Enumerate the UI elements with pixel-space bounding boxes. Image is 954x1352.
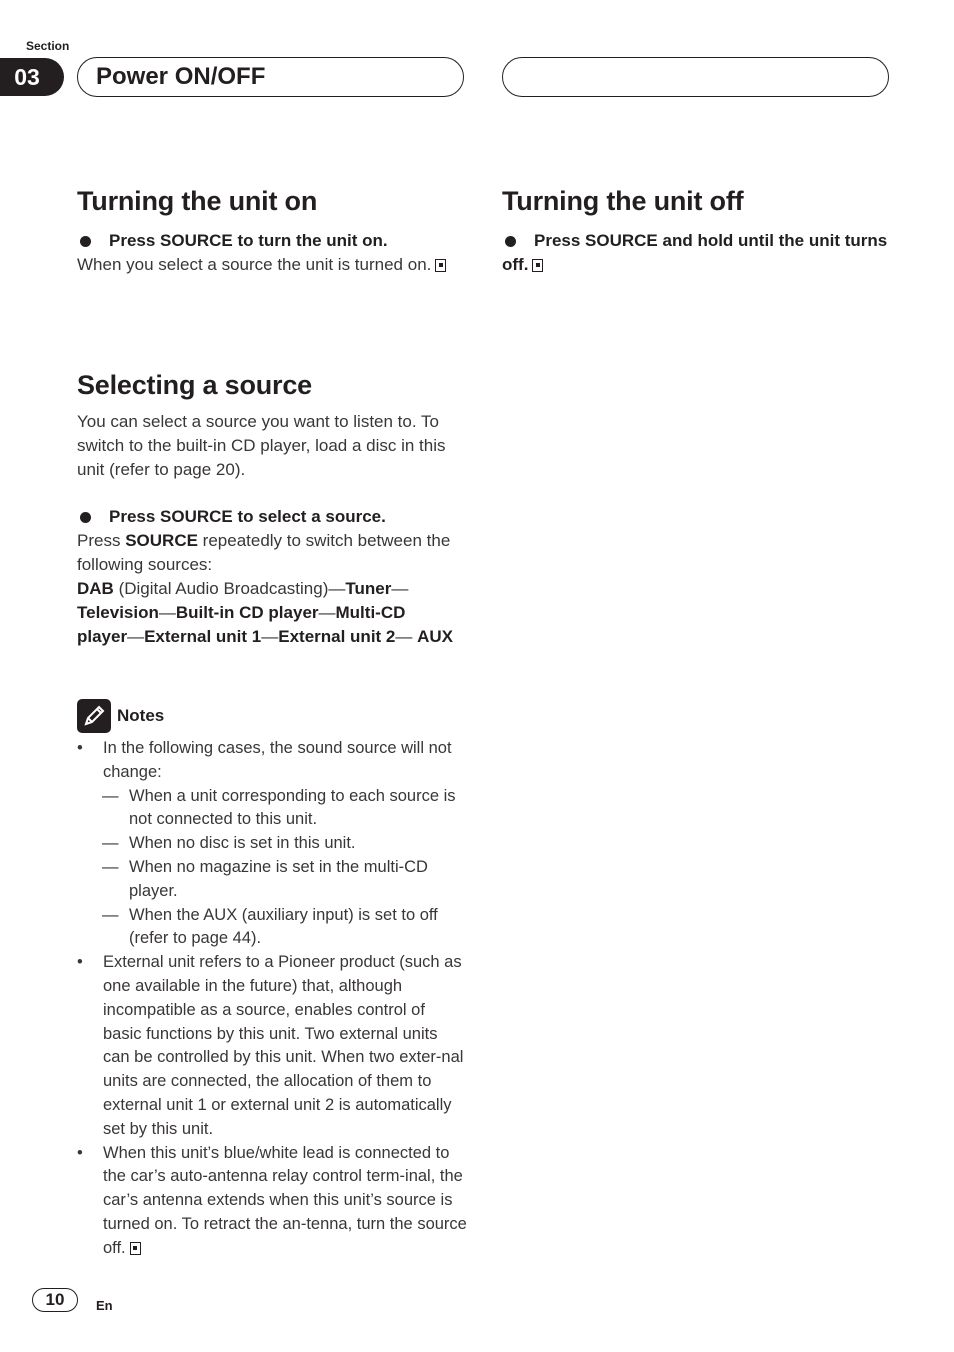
section-label: Section (26, 39, 70, 53)
notes-label: Notes (117, 706, 165, 725)
notes-list (77, 737, 467, 1261)
note-subitem: — When no disc is set in this unit. (102, 834, 356, 853)
bullet-dot-icon (80, 236, 91, 247)
turning-on-section (77, 229, 467, 277)
end-mark-icon (532, 259, 543, 272)
notes-header (77, 699, 164, 733)
bullet-dot-icon (80, 512, 91, 523)
turning-off-heading: Turning the unit off (502, 186, 744, 216)
turning-off-step: Press SOURCE and hold until the unit turns off. (502, 231, 888, 274)
end-mark-icon (130, 1242, 141, 1255)
empty-title-box (502, 57, 889, 97)
selecting-step: Press SOURCE to select a source. (77, 505, 462, 529)
page-number: 10 (32, 1288, 78, 1312)
selecting-heading: Selecting a source (77, 370, 312, 400)
note-item: • In the following cases, the sound source will not change: (77, 739, 452, 781)
bullet-icon: • (77, 739, 83, 757)
bullet-icon: • (77, 953, 83, 972)
note-subitem: — When the AUX (auxiliary input) is set to off (refer to page 44). (102, 905, 438, 948)
pencil-icon (77, 699, 111, 733)
bullet-dot-icon (505, 236, 516, 247)
section-title-box (77, 57, 464, 97)
turning-on-step: Press SOURCE to turn the unit on. (77, 229, 467, 253)
bullet-icon: • (77, 1143, 83, 1162)
turning-off-section (502, 229, 892, 277)
language-code: En (96, 1298, 113, 1313)
section-title: Power ON/OFF (96, 63, 266, 90)
note-subitem: — When a unit corresponding to each source is not connected to this unit. (102, 786, 456, 829)
note-item: • When this unit’s blue/white lead is connected to the car’s auto-antenna relay control term-inal, the car’s antenna extends when this unit’s source is turned on. To retract the an-tenna, turn the source off. (77, 1143, 467, 1257)
selecting-press-text: Press SOURCE repeatedly to switch between the following sources: (77, 531, 451, 574)
source-sequence: DAB (Digital Audio Broadcasting)—Tuner— Television—Built-in CD player—Multi-CD player—External unit 1—External unit 2— AUX (77, 579, 454, 646)
note-subitem: — When no magazine is set in the multi-CD player. (102, 857, 428, 900)
section-number-badge: 03 (0, 58, 64, 96)
turning-on-heading: Turning the unit on (77, 186, 318, 216)
selecting-section (77, 505, 462, 649)
note-item: • External unit refers to a Pioneer product (such as one available in the future) that, although incompatible as a source, enables control of basic functions by this unit. Two external units can be controlled by this unit. When two exter-nal units are connected, the allocation of them to external unit 1 or external unit 2 is automatically set by this unit. (77, 953, 464, 1138)
end-mark-icon (435, 259, 446, 272)
turning-on-body: When you select a source the unit is turned on. (77, 253, 467, 277)
selecting-intro: You can select a source you want to listen to. To switch to the built-in CD player, load a disc in this unit (refer to page 20). (77, 412, 446, 479)
